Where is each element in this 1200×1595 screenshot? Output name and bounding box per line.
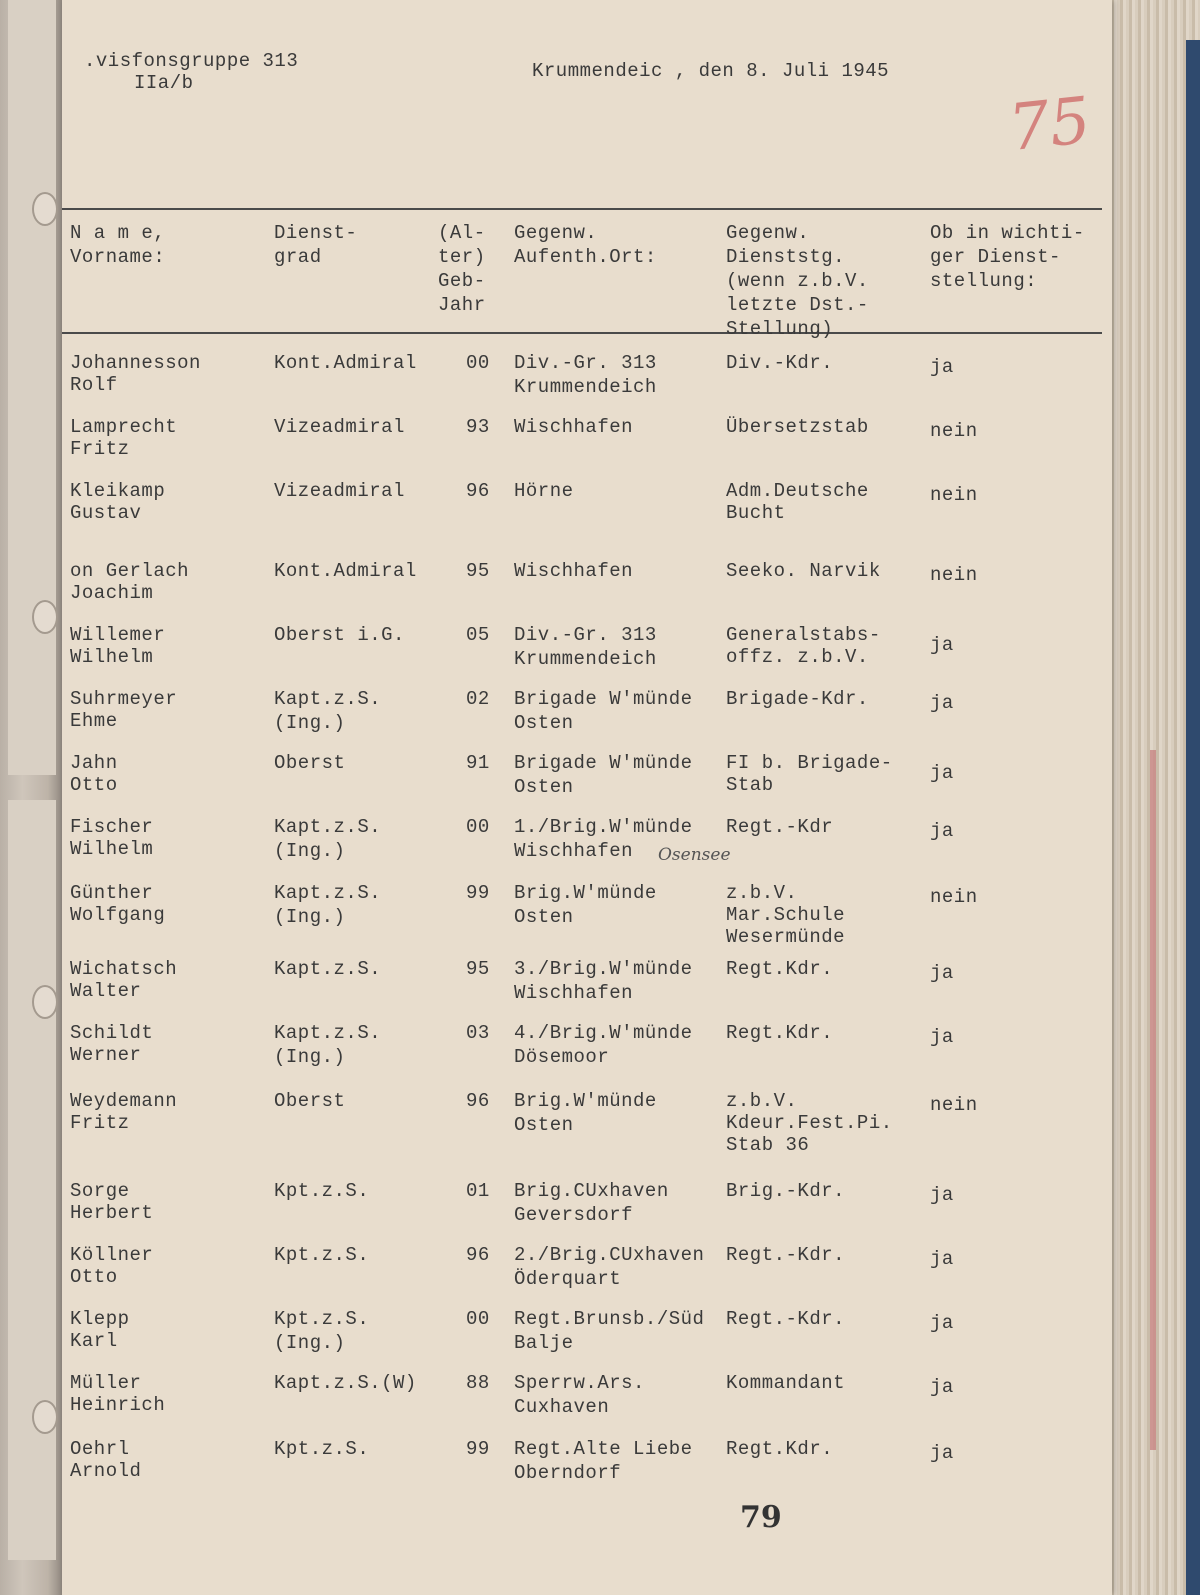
rank-cell: Kapt.z.S.	[274, 816, 382, 838]
rank-cell: Vizeadmiral	[274, 416, 405, 438]
duty-cell: Stab 36	[726, 1134, 810, 1156]
important-cell: nein	[930, 420, 978, 442]
important-cell: ja	[930, 1376, 954, 1398]
rank-cell: Kapt.z.S.(W)	[274, 1372, 417, 1394]
duty-cell: Stab	[726, 774, 774, 796]
unit-line-1: .visfonsgruppe 313	[84, 50, 299, 72]
rank-cell: Kapt.z.S.	[274, 958, 382, 980]
rank-cell: Kpt.z.S.	[274, 1438, 370, 1460]
duty-cell: Regt.-Kdr	[726, 816, 834, 838]
location-cell: Geversdorf	[514, 1204, 634, 1226]
table-top-rule	[62, 208, 1102, 210]
location-cell: Brig.W'münde	[514, 882, 657, 904]
birth-year-cell: 05	[466, 624, 490, 646]
location-cell: Sperrw.Ars.	[514, 1372, 645, 1394]
birth-year-cell: 00	[466, 1308, 490, 1330]
duty-cell: Regt.Kdr.	[726, 958, 834, 980]
important-cell: nein	[930, 886, 978, 908]
location-cell: 1./Brig.W'münde	[514, 816, 693, 838]
birth-year-cell: 96	[466, 1244, 490, 1266]
duty-cell: Seeko. Narvik	[726, 560, 881, 582]
person-name: Kleikamp	[70, 480, 166, 502]
important-cell: ja	[930, 820, 954, 842]
column-header-duty-line: Dienststg.	[726, 246, 846, 268]
location-cell: Oberndorf	[514, 1462, 622, 1484]
duty-cell: z.b.V.	[726, 1090, 798, 1112]
duty-cell: Regt.-Kdr.	[726, 1244, 846, 1266]
location-cell: Wischhafen	[514, 982, 634, 1004]
birth-year-cell: 00	[466, 816, 490, 838]
birth-year-cell: 00	[466, 352, 490, 374]
location-cell: Div.-Gr. 313	[514, 352, 657, 374]
person-name: Fischer	[70, 816, 154, 838]
location-cell: Div.-Gr. 313	[514, 624, 657, 646]
duty-cell: FI b. Brigade-	[726, 752, 893, 774]
birth-year-cell: 88	[466, 1372, 490, 1394]
rank-cell: (Ing.)	[274, 1046, 346, 1068]
person-name: Wichatsch	[70, 958, 178, 980]
column-header-rank-line: Dienst-	[274, 222, 358, 244]
duty-cell: Wesermünde	[726, 926, 846, 948]
rank-cell: Vizeadmiral	[274, 480, 405, 502]
duty-cell: Kdeur.Fest.Pi.	[726, 1112, 893, 1134]
document-page	[62, 0, 1112, 1595]
punch-hole	[32, 600, 58, 634]
person-name: Johannesson	[70, 352, 201, 374]
birth-year-cell: 91	[466, 752, 490, 774]
location-cell: Dösemoor	[514, 1046, 610, 1068]
punch-hole	[32, 985, 58, 1019]
duty-cell: Brig.-Kdr.	[726, 1180, 846, 1202]
person-name: Otto	[70, 1266, 118, 1288]
person-name: Gustav	[70, 502, 142, 524]
person-name: Joachim	[70, 582, 154, 604]
person-name: Suhrmeyer	[70, 688, 178, 710]
duty-cell: Mar.Schule	[726, 904, 846, 926]
rank-cell: Kapt.z.S.	[274, 882, 382, 904]
punch-hole	[32, 1400, 58, 1434]
duty-cell: Regt.-Kdr.	[726, 1308, 846, 1330]
location-cell: Osten	[514, 776, 574, 798]
unit-line-2: IIa/b	[134, 72, 194, 94]
important-cell: ja	[930, 1184, 954, 1206]
rank-cell: Kpt.z.S.	[274, 1180, 370, 1202]
duty-cell: Regt.Kdr.	[726, 1022, 834, 1044]
location-cell: Hörne	[514, 480, 574, 502]
location-cell: 3./Brig.W'münde	[514, 958, 693, 980]
person-name: Köllner	[70, 1244, 154, 1266]
location-cell: Wischhafen	[514, 840, 634, 862]
important-cell: ja	[930, 634, 954, 656]
duty-cell: Brigade-Kdr.	[726, 688, 869, 710]
column-header-name-line: Vorname:	[70, 246, 166, 268]
important-cell: ja	[930, 1026, 954, 1048]
birth-year-cell: 03	[466, 1022, 490, 1044]
column-header-year-line: Jahr	[438, 294, 486, 316]
person-name: Schildt	[70, 1022, 154, 1044]
binder-spine	[0, 0, 64, 1595]
column-header-duty-line: letzte Dst.-	[726, 294, 869, 316]
column-header-important-line: stellung:	[930, 270, 1038, 292]
person-name: Fritz	[70, 438, 130, 460]
column-header-duty-line: (wenn z.b.V.	[726, 270, 869, 292]
location-cell: Regt.Alte Liebe	[514, 1438, 693, 1460]
rank-cell: (Ing.)	[274, 840, 346, 862]
location-cell: Brigade W'münde	[514, 752, 693, 774]
important-cell: ja	[930, 692, 954, 714]
important-cell: ja	[930, 1312, 954, 1334]
table-header-rule	[62, 332, 1102, 334]
person-name: Heinrich	[70, 1394, 166, 1416]
person-name: on Gerlach	[70, 560, 190, 582]
duty-cell: Kommandant	[726, 1372, 846, 1394]
location-cell: Brig.CUxhaven	[514, 1180, 669, 1202]
person-name: Werner	[70, 1044, 142, 1066]
person-name: Herbert	[70, 1202, 154, 1224]
duty-cell: offz. z.b.V.	[726, 646, 869, 668]
place-date: Krummendeic , den 8. Juli 1945	[532, 60, 890, 82]
column-header-year-line: Geb-	[438, 270, 486, 292]
duty-cell: Adm.Deutsche	[726, 480, 869, 502]
person-name: Willemer	[70, 624, 166, 646]
duty-cell: Div.-Kdr.	[726, 352, 834, 374]
column-header-location-line: Gegenw.	[514, 222, 598, 244]
pencil-folio-number: 75	[1005, 83, 1095, 167]
person-name: Walter	[70, 980, 142, 1002]
important-cell: nein	[930, 1094, 978, 1116]
duty-cell: Regt.Kdr.	[726, 1438, 834, 1460]
column-header-year-line: (Al-	[438, 222, 486, 244]
rank-cell: Kapt.z.S.	[274, 688, 382, 710]
duty-cell: z.b.V.	[726, 882, 798, 904]
person-name: Wilhelm	[70, 646, 154, 668]
important-cell: nein	[930, 484, 978, 506]
person-name: Karl	[70, 1330, 118, 1352]
rank-cell: (Ing.)	[274, 906, 346, 928]
person-name: Müller	[70, 1372, 142, 1394]
location-cell: Brigade W'münde	[514, 688, 693, 710]
location-cell: 2./Brig.CUxhaven	[514, 1244, 705, 1266]
birth-year-cell: 02	[466, 688, 490, 710]
location-cell: Wischhafen	[514, 416, 634, 438]
rank-cell: Kpt.z.S.	[274, 1244, 370, 1266]
person-name: Sorge	[70, 1180, 130, 1202]
important-cell: nein	[930, 564, 978, 586]
location-cell: 4./Brig.W'münde	[514, 1022, 693, 1044]
birth-year-cell: 95	[466, 958, 490, 980]
important-cell: ja	[930, 356, 954, 378]
person-name: Wilhelm	[70, 838, 154, 860]
red-page-edge	[1150, 750, 1156, 1450]
birth-year-cell: 99	[466, 882, 490, 904]
rank-cell: (Ing.)	[274, 712, 346, 734]
location-cell: Krummendeich	[514, 648, 657, 670]
duty-cell: Bucht	[726, 502, 786, 524]
column-header-location-line: Aufenth.Ort:	[514, 246, 657, 268]
important-cell: ja	[930, 762, 954, 784]
location-cell: Brig.W'münde	[514, 1090, 657, 1112]
column-header-name-line: N a m e,	[70, 222, 166, 244]
person-name: Fritz	[70, 1112, 130, 1134]
important-cell: ja	[930, 1248, 954, 1270]
location-cell: Wischhafen	[514, 560, 634, 582]
previous-page-edge-top	[8, 0, 56, 775]
person-name: Oehrl	[70, 1438, 130, 1460]
person-name: Günther	[70, 882, 154, 904]
column-header-important-line: Ob in wichti-	[930, 222, 1085, 244]
duty-cell: Generalstabs-	[726, 624, 881, 646]
punch-hole	[32, 192, 58, 226]
rank-cell: Kpt.z.S.	[274, 1308, 370, 1330]
folder-cover-edge	[1186, 40, 1200, 1595]
birth-year-cell: 96	[466, 1090, 490, 1112]
location-cell: Regt.Brunsb./Süd	[514, 1308, 705, 1330]
person-name: Weydemann	[70, 1090, 178, 1112]
column-header-duty-line: Gegenw.	[726, 222, 810, 244]
person-name: Lamprecht	[70, 416, 178, 438]
rank-cell: Oberst	[274, 1090, 346, 1112]
column-header-duty-line: Stellung)	[726, 318, 834, 340]
birth-year-cell: 96	[466, 480, 490, 502]
location-cell: Osten	[514, 1114, 574, 1136]
person-name: Klepp	[70, 1308, 130, 1330]
column-header-rank-line: grad	[274, 246, 322, 268]
column-header-important-line: ger Dienst-	[930, 246, 1061, 268]
birth-year-cell: 93	[466, 416, 490, 438]
person-name: Ehme	[70, 710, 118, 732]
location-cell: Osten	[514, 906, 574, 928]
person-name: Otto	[70, 774, 118, 796]
birth-year-cell: 95	[466, 560, 490, 582]
important-cell: ja	[930, 962, 954, 984]
person-name: Jahn	[70, 752, 118, 774]
column-header-year-line: ter)	[438, 246, 486, 268]
page-number: 79	[740, 1500, 782, 1535]
duty-cell: Übersetzstab	[726, 416, 869, 438]
rank-cell: Kont.Admiral	[274, 560, 417, 582]
person-name: Wolfgang	[70, 904, 166, 926]
rank-cell: Kont.Admiral	[274, 352, 417, 374]
rank-cell: Oberst	[274, 752, 346, 774]
birth-year-cell: 99	[466, 1438, 490, 1460]
rank-cell: (Ing.)	[274, 1332, 346, 1354]
location-cell: Osten	[514, 712, 574, 734]
person-name: Arnold	[70, 1460, 142, 1482]
rank-cell: Oberst i.G.	[274, 624, 405, 646]
birth-year-cell: 01	[466, 1180, 490, 1202]
rank-cell: Kapt.z.S.	[274, 1022, 382, 1044]
location-cell: Cuxhaven	[514, 1396, 610, 1418]
previous-page-edge-bottom	[8, 800, 56, 1560]
location-cell: Krummendeich	[514, 376, 657, 398]
location-cell: Balje	[514, 1332, 574, 1354]
handwritten-note: Osensee	[658, 845, 731, 865]
important-cell: ja	[930, 1442, 954, 1464]
person-name: Rolf	[70, 374, 118, 396]
location-cell: Öderquart	[514, 1268, 622, 1290]
